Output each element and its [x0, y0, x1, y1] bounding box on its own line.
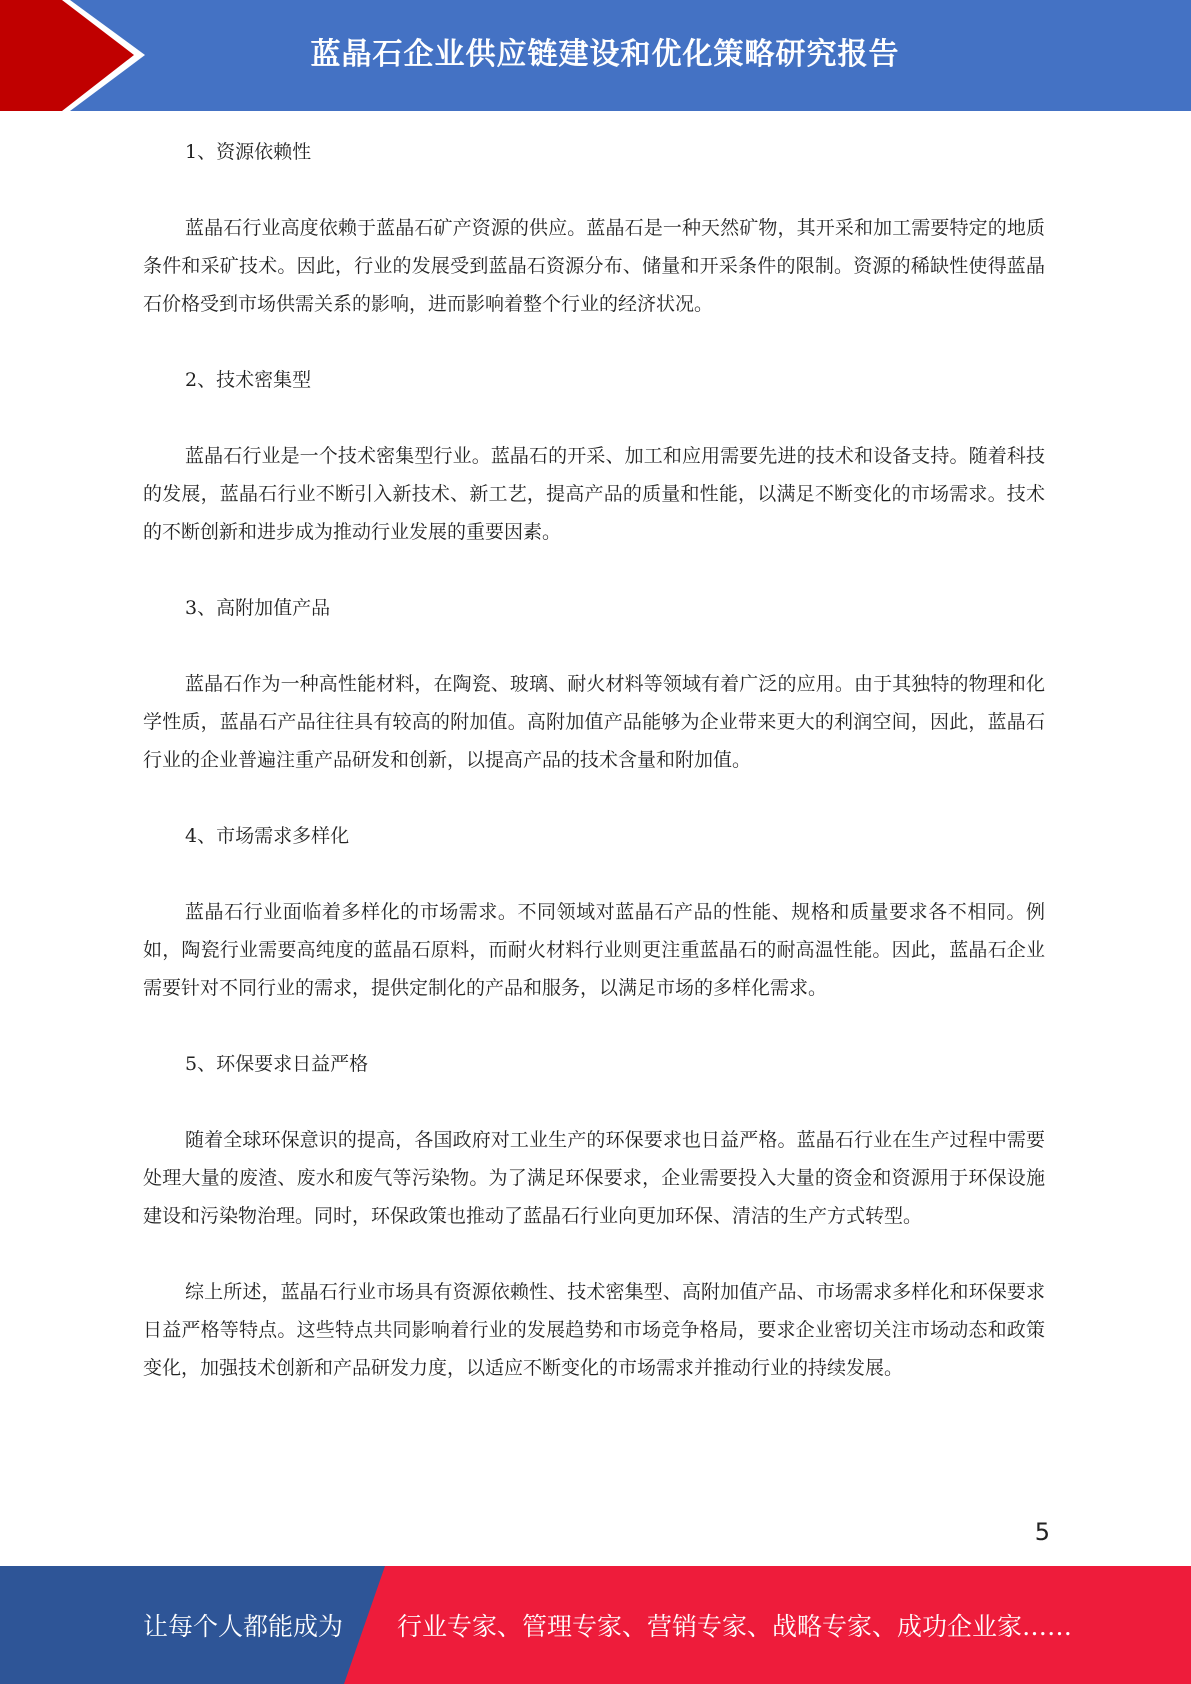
- report-title: 蓝晶石企业供应链建设和优化策略研究报告: [310, 36, 900, 72]
- section-paragraph-5: 随着全球环保意识的提高，各国政府对工业生产的环保要求也日益严格。蓝晶石行业在生产过程中需要处理大量的废渣、废水和废气等污染物。为了满足环保要求，企业需要投入大量的资金和资源用于环保设施建设和污染物治理。同时，环保政策也推动了蓝晶石行业向更加环保、清洁的生产方式转型。: [143, 1129, 1045, 1227]
- footer-slogan-right: 行业专家、管理专家、营销专家、战略专家、成功企业家……: [397, 1612, 1073, 1641]
- section-heading-1: 1、资源依赖性: [185, 141, 312, 163]
- footer-slogan-left: 让每个人都能成为: [143, 1612, 344, 1641]
- page-number: 5: [1034, 1518, 1050, 1546]
- section-paragraph-1: 蓝晶石行业高度依赖于蓝晶石矿产资源的供应。蓝晶石是一种天然矿物，其开采和加工需要特定的地质条件和采矿技术。因此，行业的发展受到蓝晶石资源分布、储量和开采条件的限制。资源的稀缺性使得蓝晶石价格受到市场供需关系的影响，进而影响着整个行业的经济状况。: [143, 217, 1045, 315]
- section-heading-2: 2、技术密集型: [185, 369, 312, 391]
- section-heading-4: 4、市场需求多样化: [185, 825, 350, 847]
- section-paragraph-2: 蓝晶石行业是一个技术密集型行业。蓝晶石的开采、加工和应用需要先进的技术和设备支持。随着科技的发展，蓝晶石行业不断引入新技术、新工艺，提高产品的质量和性能，以满足不断变化的市场需求。技术的不断创新和进步成为推动行业发展的重要因素。: [143, 445, 1045, 543]
- section-paragraph-4: 蓝晶石行业面临着多样化的市场需求。不同领域对蓝晶石产品的性能、规格和质量要求各不相同。例如，陶瓷行业需要高纯度的蓝晶石原料，而耐火材料行业则更注重蓝晶石的耐高温性能。因此，蓝晶石企业需要针对不同行业的需求，提供定制化的产品和服务，以满足市场的多样化需求。: [143, 901, 1045, 999]
- summary-paragraph: 综上所述，蓝晶石行业市场具有资源依赖性、技术密集型、高附加值产品、市场需求多样化和环保要求日益严格等特点。这些特点共同影响着行业的发展趋势和市场竞争格局，要求企业密切关注市场动态和政策变化，加强技术创新和产品研发力度，以适应不断变化的市场需求并推动行业的持续发展。: [143, 1281, 1045, 1379]
- section-heading-3: 3、高附加值产品: [185, 597, 331, 619]
- section-heading-5: 5、环保要求日益严格: [185, 1053, 369, 1075]
- header-banner: [0, 0, 1191, 111]
- document-body: [143, 133, 1045, 1425]
- section-paragraph-3: 蓝晶石作为一种高性能材料，在陶瓷、玻璃、耐火材料等领域有着广泛的应用。由于其独特的物理和化学性质，蓝晶石产品往往具有较高的附加值。高附加值产品能够为企业带来更大的利润空间，因此，蓝晶石行业的企业普遍注重产品研发和创新，以提高产品的技术含量和附加值。: [143, 673, 1045, 771]
- footer-banner: [0, 1566, 1191, 1684]
